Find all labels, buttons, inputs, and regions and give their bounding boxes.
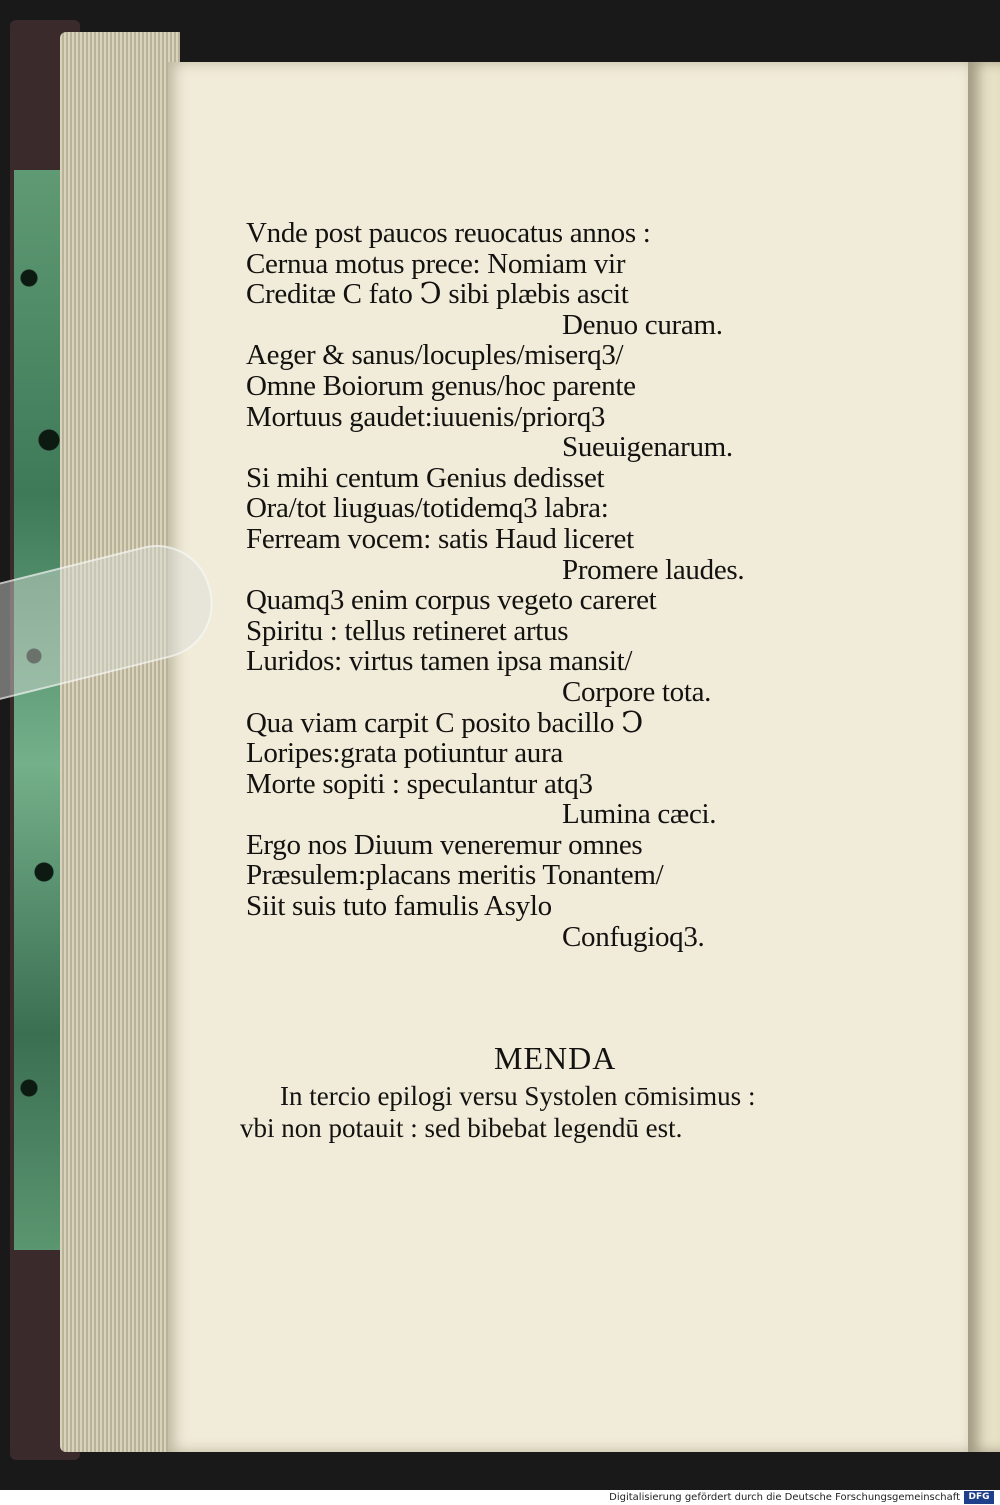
poem-line: Ora/tot liuguas/totidemq3 labra:: [246, 492, 609, 525]
right-page-edge: [968, 62, 1000, 1452]
poem-line: Promere laudes.: [562, 553, 745, 586]
poem-line: Mortuus gaudet:iuuenis/priorq3: [246, 400, 606, 433]
poem-line: Præsulem:placans meritis Tonantem/: [246, 859, 664, 892]
poem-line: Luridos: virtus tamen ipsa mansit/: [246, 645, 633, 678]
poem-line: Confugioq3.: [562, 920, 705, 953]
poem-line: Ergo nos Diuum veneremur omnes: [246, 828, 643, 861]
poem-line: Denuo curam.: [562, 308, 723, 341]
poem-line: Qua viam carpit C posito bacillo Ↄ: [246, 706, 643, 739]
marbled-endpaper: [14, 170, 64, 1250]
poem-line: Aeger & sanus/locuples/miserq3/: [246, 339, 624, 372]
poem-text-block: [246, 218, 886, 952]
poem-line: Loripes:grata potiuntur aura: [246, 737, 563, 770]
poem-line: Siit suis tuto famulis Asylo: [246, 890, 552, 923]
poem-line: Sueuigenarum.: [562, 431, 733, 464]
poem-line: Lumina cæci.: [562, 798, 717, 831]
menda-line-1: In tercio epilogi versu Systolen cōmisimus :: [280, 1081, 756, 1111]
digitization-credit: Digitalisierung gefördert durch die Deutsche Forschungsgemeinschaft: [609, 1492, 960, 1503]
poem-line: Vnde post paucos reuocatus annos :: [246, 217, 651, 249]
poem-line: Creditæ C fato Ↄ sibi plæbis ascit: [246, 278, 629, 311]
page-stack-edges: [60, 32, 180, 1452]
poem-line: Omne Boiorum genus/hoc parente: [246, 369, 636, 402]
poem-line: Quamq3 enim corpus vegeto careret: [246, 584, 657, 617]
poem-line: Cernua motus prece: Nomiam vir: [246, 247, 626, 280]
poem-line: Spiritu : tellus retineret artus: [246, 614, 569, 647]
menda-heading: MENDA: [494, 1040, 617, 1076]
poem-line: Morte sopiti : speculantur atq3: [246, 767, 593, 800]
poem-line: Corpore tota.: [562, 675, 712, 708]
poem-line: Ferream vocem: satis Haud liceret: [246, 522, 634, 555]
poem-line: Si mihi centum Genius dedisset: [246, 461, 605, 494]
menda-errata-text: [240, 1080, 900, 1144]
dfg-logo: DFG: [964, 1491, 994, 1504]
menda-line-2: vbi non potauit : sed bibebat legendū est.: [240, 1113, 683, 1143]
